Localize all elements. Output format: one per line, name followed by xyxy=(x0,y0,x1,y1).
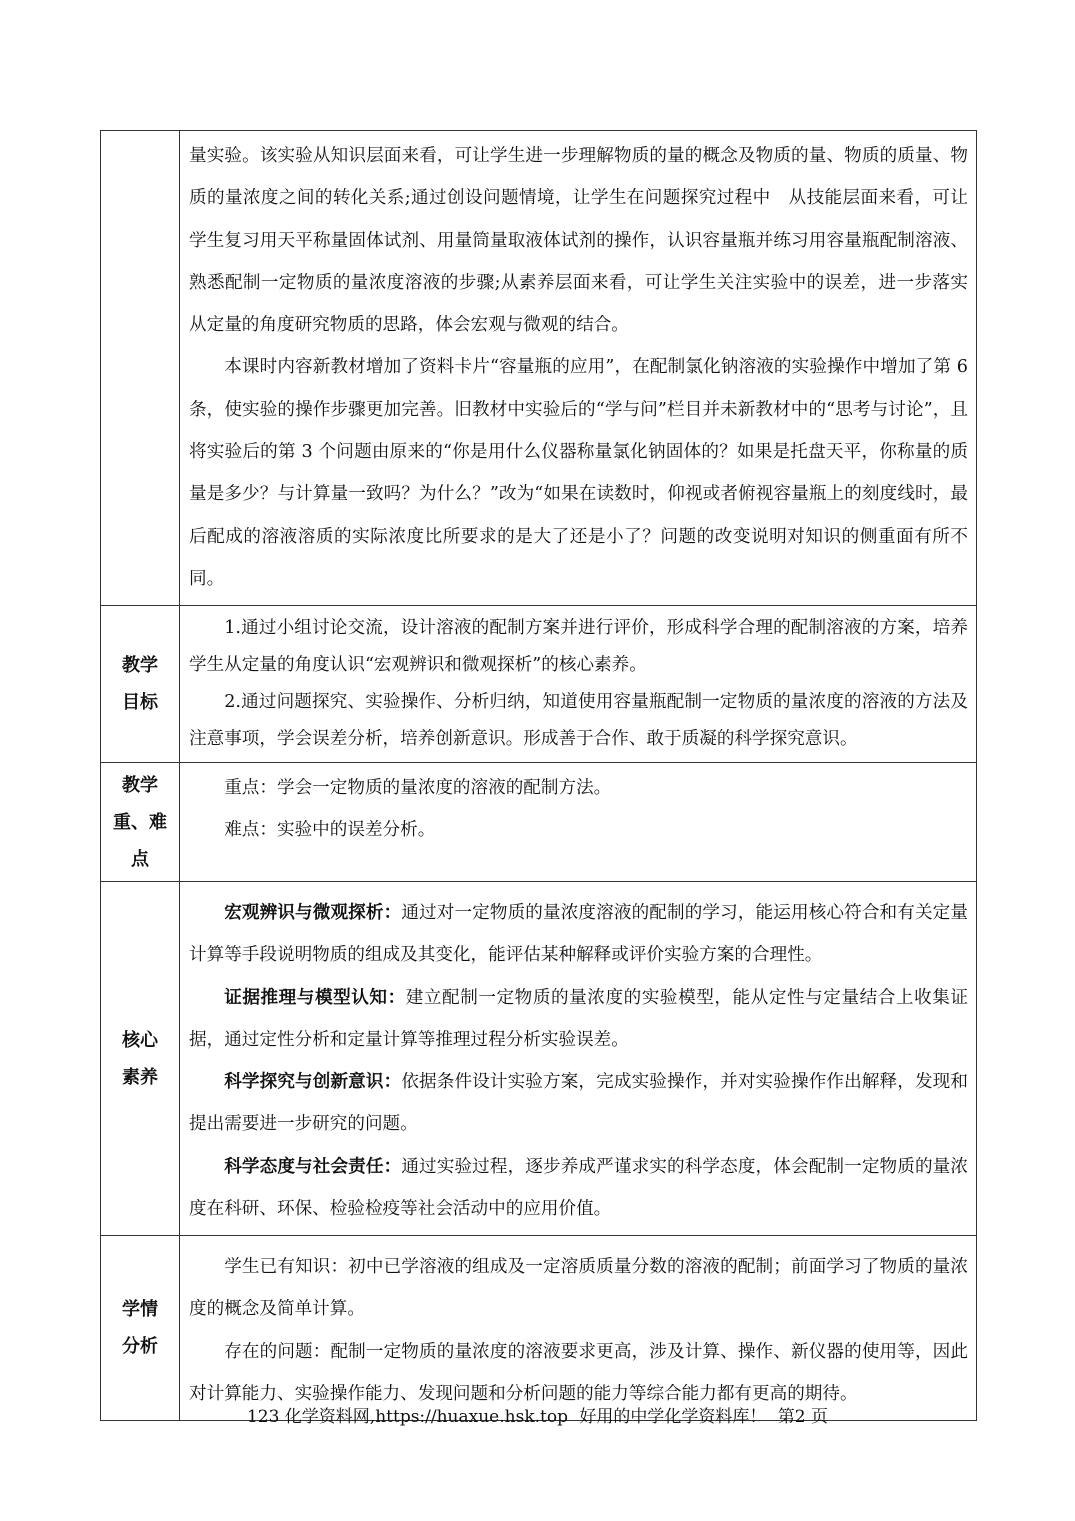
row-label-line: 教学 xyxy=(122,655,158,676)
paragraph: 学生已有知识：初中已学溶液的组成及一定溶质质量分数的溶液的配制；前面学习了物质的量浓度的概念及简单计算。 xyxy=(189,1257,968,1320)
paragraph xyxy=(189,892,968,977)
paragraph-text: 依据条件设计实验方案，完成实验操作，并对实验操作作出解释，发现和提出需要进一步研究的问题。 xyxy=(189,1072,968,1135)
page-number: 第2 页 xyxy=(777,1407,829,1427)
row-label-line: 重、难 xyxy=(113,811,167,833)
row-label-line: 核心 xyxy=(122,1029,158,1051)
row-content xyxy=(180,1236,977,1421)
table-row-student-analysis xyxy=(101,1236,977,1421)
paragraph: 存在的问题：配制一定物质的量浓度的溶液要求更高，涉及计算、操作、新仪器的使用等，因此对计算能力、实验操作能力、发现问题和分析问题的能力等综合能力都有更高的期待。 xyxy=(189,1341,968,1404)
row-content xyxy=(180,763,977,882)
footer-slogan: 好用的中学化学资料库！ xyxy=(579,1407,767,1427)
row-label-line: 目标 xyxy=(122,692,158,713)
row-label-line: 教学 xyxy=(122,774,158,796)
paragraph: 1.通过小组讨论交流，设计溶液的配制方案并进行评价，形成科学合理的配制溶液的方案，培养学生从定量的角度认识“宏观辨识和微观探析”的核心素养。 xyxy=(189,618,968,675)
row-label xyxy=(101,1236,180,1421)
lesson-plan-table xyxy=(100,130,977,1421)
paragraph: 2.通过问题探究、实验操作、分析归纳，知道使用容量瓶配制一定物质的量浓度的溶液的方法及注意事项，学会误差分析，培养创新意识。形成善于合作、敢于质凝的科学探究意识。 xyxy=(189,692,968,749)
row-content xyxy=(180,882,977,1236)
page-footer xyxy=(0,1405,1075,1429)
row-content xyxy=(180,606,977,763)
footer-site-link[interactable]: 123 化学资料网,https://huaxue.hsk.top xyxy=(246,1407,568,1427)
row-label-line: 点 xyxy=(131,848,149,870)
paragraph-lead: 科学探究与创新意识： xyxy=(224,1071,402,1093)
row-label-line: 分析 xyxy=(122,1336,158,1357)
paragraph-text: 通过实验过程，逐步养成严谨求实的科学态度，体会配制一定物质的量浓度在科研、环保、检验检疫等社会活动中的应用价值。 xyxy=(189,1156,968,1220)
row-label-empty xyxy=(101,131,180,606)
table-row-core-literacy xyxy=(101,882,977,1236)
row-label xyxy=(101,606,180,763)
paragraph-text: 建立配制一定物质的量浓度的实验模型，能从定性与定量结合上收集证据，通过定性分析和定量计算等推理过程分析实验误差。 xyxy=(189,987,968,1050)
paragraph: 重点：学会一定物质的量浓度的溶液的配制方法。 xyxy=(224,778,612,798)
paragraph: 量实验。该实验从知识层面来看，可让学生进一步理解物质的量的概念及物质的量、物质的质量、物质的量浓度之间的转化关系;通过创设问题情境，让学生在问题探究过程中 从技能层面来看，可让学生复习用天平称量固体试剂、用量筒量取液体试剂的操作，认识容量瓶并练习用容量瓶配制溶液、熟悉配制一定物质的量浓度溶液的步骤;从素养层面来看，可让学生关注实验中的误差，进一步落实从定量的角度研究物质的思路，体会宏观与微观的结合。 xyxy=(189,146,968,336)
paragraph xyxy=(189,1146,968,1231)
paragraph-lead: 科学态度与社会责任： xyxy=(224,1155,402,1177)
row-label-line: 学情 xyxy=(122,1299,158,1320)
row-label xyxy=(101,882,180,1236)
paragraph: 难点：实验中的误差分析。 xyxy=(224,820,436,840)
paragraph xyxy=(189,1061,968,1146)
table-row-analysis-continued xyxy=(101,131,977,606)
paragraph: 本课时内容新教材增加了资料卡片“容量瓶的应用”，在配制氯化钠溶液的实验操作中增加了第 6 条，使实验的操作步骤更加完善。旧教材中实验后的“学与问”栏目并未新教材中的“思考与讨论”，且将实验后的第 3 个问题由原来的“你是用什么仪器称量氯化钠固体的？如果是托盘天平，你称量的质量是多少？与计算量一致吗？为什么？”改为“如果在读数时，仰视或者俯视容量瓶上的刻度线时，最后配成的溶液溶质的实际浓度比所要求的是大了还是小了？问题的改变说明对知识的侧重面有所不同。 xyxy=(189,357,968,589)
row-label-line: 素养 xyxy=(122,1066,158,1088)
row-content xyxy=(180,131,977,606)
paragraph-lead: 宏观辨识与微观探析： xyxy=(224,902,402,923)
paragraph-lead: 证据推理与模型认知： xyxy=(224,986,406,1008)
paragraph xyxy=(189,977,968,1062)
table-row-key-points xyxy=(101,763,977,882)
row-label xyxy=(101,763,180,882)
paragraph-text: 通过对一定物质的量浓度溶液的配制的学习，能运用核心符合和有关定量计算等手段说明物质的组成及其变化，能评估某种解释或评价实验方案的合理性。 xyxy=(189,903,968,966)
table-row-teaching-goals xyxy=(101,606,977,763)
